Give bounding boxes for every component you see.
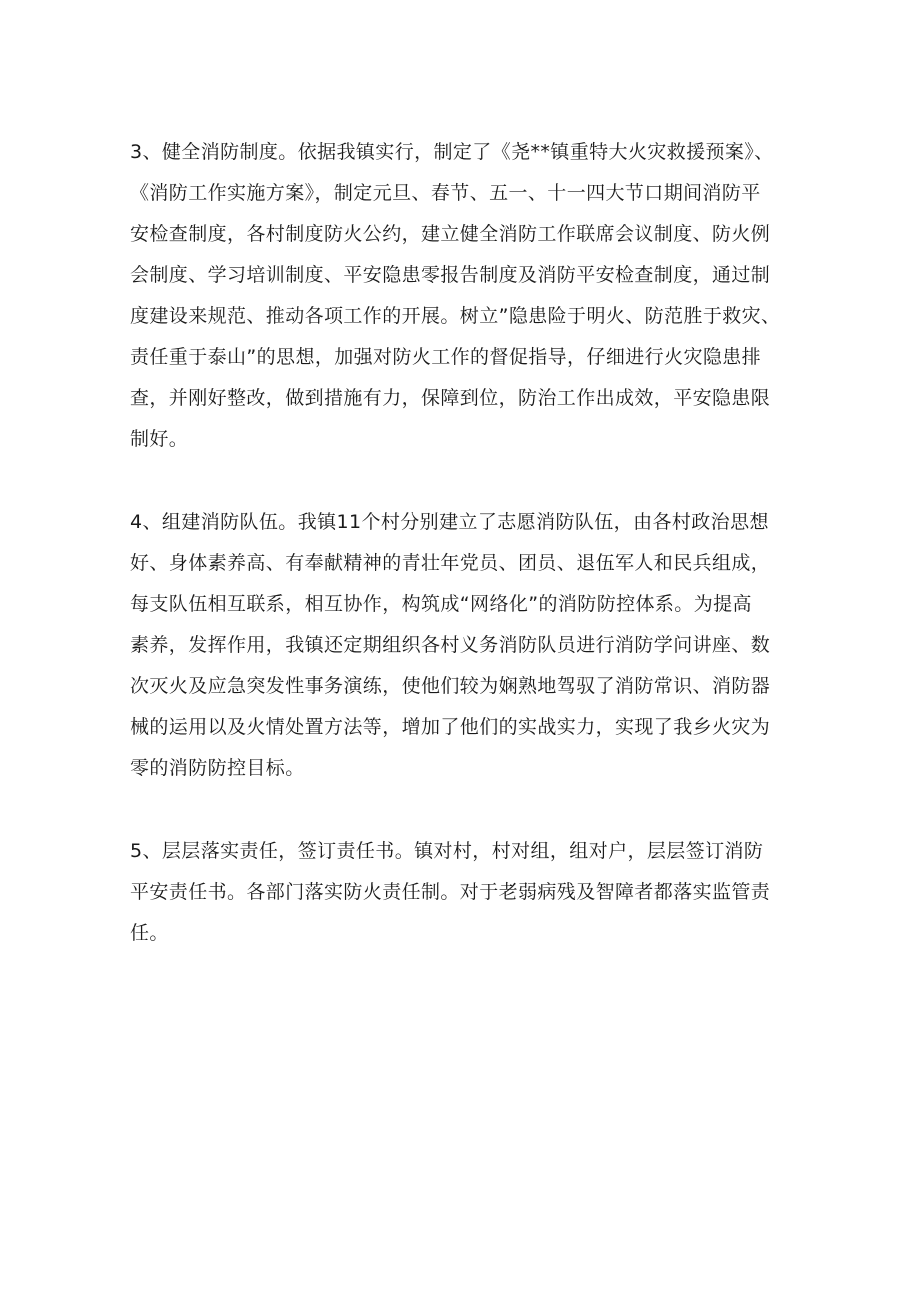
text-line: 制好。: [130, 428, 189, 450]
text-line: 《消防工作实施方案》，制定元旦、春节、五一、十一四大节口期间消防平: [130, 182, 761, 204]
text-line: 会制度、学习培训制度、平安隐患零报告制度及消防平安检查制度，通过制: [130, 264, 771, 286]
text-line: 查，并刚好整改，做到措施有力，保障到位，防治工作出成效，平安隐患限: [130, 387, 771, 409]
text-line: 次灭火及应急突发性事务演练，使他们较为娴熟地驾驭了消防常识、消防器: [130, 675, 771, 697]
text-line: 责任重于泰山”的思想，加强对防火工作的督促指导，仔细进行火灾隐患排: [130, 346, 762, 368]
document-body: [130, 132, 798, 996]
text-line: 好、身体素养高、有奉献精神的青壮年党员、团员、退伍军人和民兵组成，: [130, 552, 771, 574]
text-line: 械的运用以及火情处置方法等，增加了他们的实战实力，实现了我乡火灾为: [130, 716, 771, 738]
text-line: 4、组建消防队伍。我镇11个村分别建立了志愿消防队伍，由各村政治思想: [130, 511, 769, 533]
text-line: 安检查制度，各村制度防火公约，建立健全消防工作联席会议制度、防火例: [130, 223, 771, 245]
text-line: 零的消防防控目标。: [130, 757, 305, 779]
text-line: 度建设来规范、推动各项工作的开展。树立”隐患险于明火、防范胜于救灾、: [130, 305, 781, 327]
text-line: 任。: [130, 922, 169, 944]
text-line: 5、层层落实责任，签订责任书。镇对村，村对组，组对户，层层签订消防: [130, 840, 764, 862]
paragraph-3-fire-system: [130, 132, 798, 460]
text-line: 平安责任书。各部门落实防火责任制。对于老弱病残及智障者都落实监管责: [130, 881, 771, 903]
paragraph-5-responsibility: [130, 831, 798, 954]
text-line: 素养，发挥作用，我镇还定期组织各村义务消防队员进行消防学问讲座、数: [130, 634, 771, 656]
text-line: 3、健全消防制度。依据我镇实行，制定了《尧**镇重特大火灾救援预案》、: [130, 141, 774, 163]
paragraph-4-fire-team: [130, 502, 798, 789]
text-line: 每支队伍相互联系，相互协作，构筑成“网络化”的消防防控体系。为提高: [130, 593, 752, 615]
